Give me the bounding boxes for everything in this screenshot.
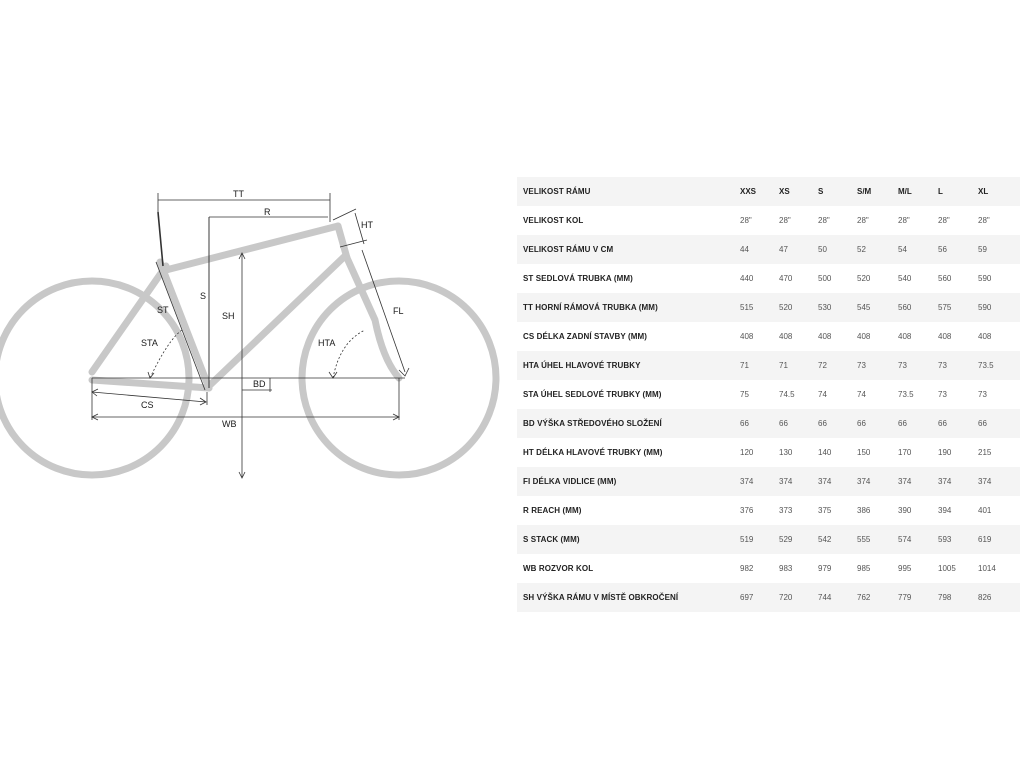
table-cell: 374 <box>898 467 938 496</box>
table-cell: 150 <box>857 438 898 467</box>
table-cell: 386 <box>857 496 898 525</box>
table-cell: 73 <box>978 380 1020 409</box>
table-cell: 75 <box>740 380 779 409</box>
table-cell: 574 <box>898 525 938 554</box>
table-cell: 47 <box>779 235 818 264</box>
table-cell: 374 <box>740 467 779 496</box>
row-label: BD VÝŠKA STŘEDOVÉHO SLOŽENÍ <box>517 409 740 438</box>
table-cell: 73 <box>938 380 978 409</box>
table-header-row <box>517 177 1020 206</box>
table-cell: 540 <box>898 264 938 293</box>
table-cell: 408 <box>938 322 978 351</box>
row-label: R REACH (MM) <box>517 496 740 525</box>
table-cell: 120 <box>740 438 779 467</box>
hta-label: HTA <box>318 338 336 348</box>
bd-label: BD <box>253 379 266 389</box>
geometry-table <box>517 177 1020 612</box>
table-cell: 170 <box>898 438 938 467</box>
table-row <box>517 380 1020 409</box>
table-cell: 130 <box>779 438 818 467</box>
table-cell: 555 <box>857 525 898 554</box>
table-cell: 373 <box>779 496 818 525</box>
size-header: S <box>818 177 857 206</box>
table-cell: 983 <box>779 554 818 583</box>
table-cell: 52 <box>857 235 898 264</box>
table-cell: 73 <box>857 351 898 380</box>
table-row <box>517 554 1020 583</box>
table-cell: 720 <box>779 583 818 612</box>
table-cell: 619 <box>978 525 1020 554</box>
fl-label: FL <box>393 306 404 316</box>
table-cell: 374 <box>779 467 818 496</box>
size-header: XL <box>978 177 1020 206</box>
table-row <box>517 293 1020 322</box>
table-row <box>517 467 1020 496</box>
table-cell: 66 <box>938 409 978 438</box>
row-label: SH VÝŠKA RÁMU V MÍSTĚ OBKROČENÍ <box>517 583 740 612</box>
table-row <box>517 206 1020 235</box>
table-cell: 71 <box>779 351 818 380</box>
table-cell: 28" <box>779 206 818 235</box>
table-cell: 560 <box>938 264 978 293</box>
table-cell: 697 <box>740 583 779 612</box>
table-cell: 520 <box>779 293 818 322</box>
table-cell: 390 <box>898 496 938 525</box>
table-cell: 66 <box>740 409 779 438</box>
table-cell: 408 <box>978 322 1020 351</box>
table-cell: 71 <box>740 351 779 380</box>
table-cell: 59 <box>978 235 1020 264</box>
table-cell: 440 <box>740 264 779 293</box>
table-cell: 73.5 <box>978 351 1020 380</box>
table-cell: 408 <box>779 322 818 351</box>
st-dim-line <box>156 262 205 390</box>
sta-label: STA <box>141 338 158 348</box>
table-cell: 374 <box>978 467 1020 496</box>
table-cell: 985 <box>857 554 898 583</box>
table-row <box>517 322 1020 351</box>
table-cell: 28" <box>898 206 938 235</box>
table-cell: 515 <box>740 293 779 322</box>
table-row <box>517 438 1020 467</box>
table-cell: 979 <box>818 554 857 583</box>
table-cell: 215 <box>978 438 1020 467</box>
row-label: HTA ÚHEL HLAVOVÉ TRUBKY <box>517 351 740 380</box>
table-row <box>517 264 1020 293</box>
table-cell: 593 <box>938 525 978 554</box>
table-cell: 744 <box>818 583 857 612</box>
table-cell: 375 <box>818 496 857 525</box>
row-label: FI DÉLKA VIDLICE (MM) <box>517 467 740 496</box>
table-row <box>517 583 1020 612</box>
table-cell: 779 <box>898 583 938 612</box>
table-cell: 72 <box>818 351 857 380</box>
table-row <box>517 351 1020 380</box>
table-row <box>517 525 1020 554</box>
row-label: ST SEDLOVÁ TRUBKA (MM) <box>517 264 740 293</box>
table-cell: 73.5 <box>898 380 938 409</box>
table-cell: 28" <box>978 206 1020 235</box>
hta-arc <box>333 330 365 378</box>
table-cell: 74 <box>857 380 898 409</box>
seatpost-line <box>158 212 163 266</box>
cs-label: CS <box>141 400 154 410</box>
table-cell: 140 <box>818 438 857 467</box>
table-cell: 28" <box>938 206 978 235</box>
fork-tube <box>347 258 399 378</box>
table-cell: 826 <box>978 583 1020 612</box>
table-cell: 408 <box>740 322 779 351</box>
table-cell: 74.5 <box>779 380 818 409</box>
table-cell: 66 <box>898 409 938 438</box>
table-row <box>517 409 1020 438</box>
row-label: S STACK (MM) <box>517 525 740 554</box>
table-cell: 520 <box>857 264 898 293</box>
table-cell: 408 <box>898 322 938 351</box>
table-cell: 529 <box>779 525 818 554</box>
table-row <box>517 496 1020 525</box>
st-label: ST <box>157 305 169 315</box>
row-label: CS DÉLKA ZADNÍ STAVBY (MM) <box>517 322 740 351</box>
table-cell: 54 <box>898 235 938 264</box>
table-cell: 374 <box>818 467 857 496</box>
head-tube <box>338 226 347 258</box>
seat-tube <box>160 262 209 388</box>
ht-dim-line <box>333 209 356 220</box>
table-cell: 408 <box>818 322 857 351</box>
dimension-lines <box>92 193 409 478</box>
row-label: TT HORNÍ RÁMOVÁ TRUBKA (MM) <box>517 293 740 322</box>
table-cell: 374 <box>857 467 898 496</box>
table-cell: 376 <box>740 496 779 525</box>
table-cell: 66 <box>857 409 898 438</box>
table-cell: 394 <box>938 496 978 525</box>
table-cell: 44 <box>740 235 779 264</box>
table-cell: 1014 <box>978 554 1020 583</box>
table-cell: 66 <box>978 409 1020 438</box>
ht-label: HT <box>361 220 373 230</box>
size-header: S/M <box>857 177 898 206</box>
table-cell: 28" <box>740 206 779 235</box>
table-cell: 575 <box>938 293 978 322</box>
size-header: M/L <box>898 177 938 206</box>
table-cell: 995 <box>898 554 938 583</box>
s-label: S <box>200 291 207 301</box>
table-cell: 530 <box>818 293 857 322</box>
table-cell: 66 <box>779 409 818 438</box>
table-cell: 545 <box>857 293 898 322</box>
row-label: STA ÚHEL SEDLOVÉ TRUBKY (MM) <box>517 380 740 409</box>
row-label: VELIKOST KOL <box>517 206 740 235</box>
table-cell: 66 <box>818 409 857 438</box>
size-header: L <box>938 177 978 206</box>
size-header: XS <box>779 177 818 206</box>
table-cell: 74 <box>818 380 857 409</box>
table-cell: 982 <box>740 554 779 583</box>
frame <box>92 226 399 388</box>
table-cell: 590 <box>978 293 1020 322</box>
table-cell: 1005 <box>938 554 978 583</box>
tt-label: TT <box>233 189 244 199</box>
table-cell: 28" <box>818 206 857 235</box>
table-cell: 50 <box>818 235 857 264</box>
table-cell: 542 <box>818 525 857 554</box>
table-cell: 374 <box>938 467 978 496</box>
size-header-label: VELIKOST RÁMU <box>517 177 740 206</box>
table-cell: 560 <box>898 293 938 322</box>
table-cell: 470 <box>779 264 818 293</box>
geometry-table-body <box>517 177 1020 612</box>
row-label: HT DÉLKA HLAVOVÉ TRUBKY (MM) <box>517 438 740 467</box>
table-cell: 500 <box>818 264 857 293</box>
table-cell: 190 <box>938 438 978 467</box>
table-cell: 590 <box>978 264 1020 293</box>
top-tube <box>166 226 338 270</box>
sh-label: SH <box>222 311 235 321</box>
table-cell: 56 <box>938 235 978 264</box>
size-header: XXS <box>740 177 779 206</box>
table-cell: 73 <box>898 351 938 380</box>
row-label: WB ROZVOR KOL <box>517 554 740 583</box>
table-cell: 401 <box>978 496 1020 525</box>
table-cell: 28" <box>857 206 898 235</box>
table-cell: 798 <box>938 583 978 612</box>
table-row <box>517 235 1020 264</box>
row-label: VELIKOST RÁMU V CM <box>517 235 740 264</box>
wb-label: WB <box>222 419 237 429</box>
table-cell: 762 <box>857 583 898 612</box>
table-cell: 519 <box>740 525 779 554</box>
table-cell: 73 <box>938 351 978 380</box>
table-cell: 408 <box>857 322 898 351</box>
r-label: R <box>264 207 271 217</box>
